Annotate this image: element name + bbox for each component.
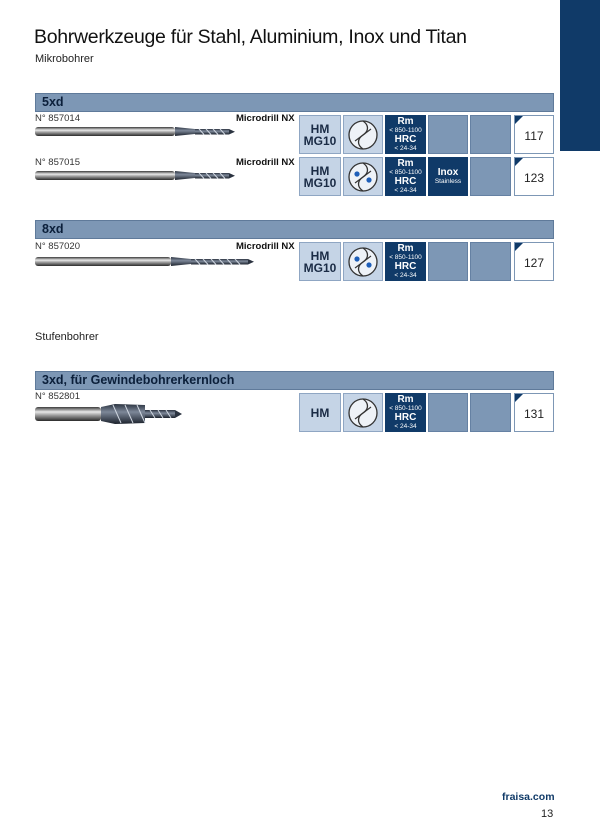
material-hm-cell [299,157,341,196]
empty-cell [470,157,511,196]
drill-image [35,254,255,270]
material-grade: MG10 [303,133,337,148]
material-code: HM [310,163,330,178]
corner-color-tab [560,0,600,151]
article-number: N° 857014 [35,113,80,124]
material-hm-cell [299,242,341,281]
step-drill-image [35,401,185,427]
corner-flag-icon [515,243,523,251]
geometry-cell [343,393,383,432]
corner-flag-icon [515,394,523,402]
page-reference-link[interactable]: 123 [514,157,554,196]
drill-image [35,168,235,184]
material-code: HM [310,405,330,420]
strength-cell: Rm < 850-1100 HRC < 24-34 [385,393,426,432]
page-number: 13 [541,808,554,820]
article-number: N° 852801 [35,391,80,402]
strength-cell: Rm < 850-1100 HRC < 24-34 [385,115,426,154]
drill-image [35,124,235,140]
material-code: HM [310,121,330,136]
page-reference-link[interactable]: 131 [514,393,554,432]
empty-cell [470,115,511,154]
inox-cell-empty [428,242,468,281]
empty-cell [470,242,511,281]
material-hm-cell [299,115,341,154]
article-number: N° 857015 [35,157,80,168]
article-number: N° 857020 [35,241,80,252]
inox-cell-empty [428,393,468,432]
section-bar-3xd: 3xd, für Gewindebohrerkernloch [35,371,554,390]
two-flute-geometry-icon [347,119,379,151]
inox-cell: Inox Stainless [428,157,468,196]
strength-cell: Rm < 850-1100 HRC < 24-34 [385,157,426,196]
footer-website-link[interactable]: fraisa.com [502,791,555,803]
material-grade: MG10 [303,260,337,275]
stufenbohrer-heading: Stufenbohrer [35,331,99,343]
section-bar-8xd: 8xd [35,220,554,239]
section-bar-5xd: 5xd [35,93,554,112]
corner-flag-icon [515,116,523,124]
geometry-cell [343,157,383,196]
geometry-cell [343,242,383,281]
corner-flag-icon [515,158,523,166]
inox-cell-empty [428,115,468,154]
material-grade: MG10 [303,175,337,190]
material-hm-cell [299,393,341,432]
empty-cell [470,393,511,432]
page-subtitle: Mikrobohrer [35,53,94,65]
page-reference-link[interactable]: 127 [514,242,554,281]
two-flute-geometry-icon [347,397,379,429]
product-name: Microdrill NX [236,241,295,252]
product-name: Microdrill NX [236,113,295,124]
geometry-cell [343,115,383,154]
material-code: HM [310,248,330,263]
page-reference-link[interactable]: 117 [514,115,554,154]
internal-coolant-geometry-icon [347,246,379,278]
strength-cell: Rm < 850-1100 HRC < 24-34 [385,242,426,281]
internal-coolant-geometry-icon [347,161,379,193]
product-name: Microdrill NX [236,157,295,168]
page-title: Bohrwerkzeuge für Stahl, Aluminium, Inox und Titan [34,26,467,48]
